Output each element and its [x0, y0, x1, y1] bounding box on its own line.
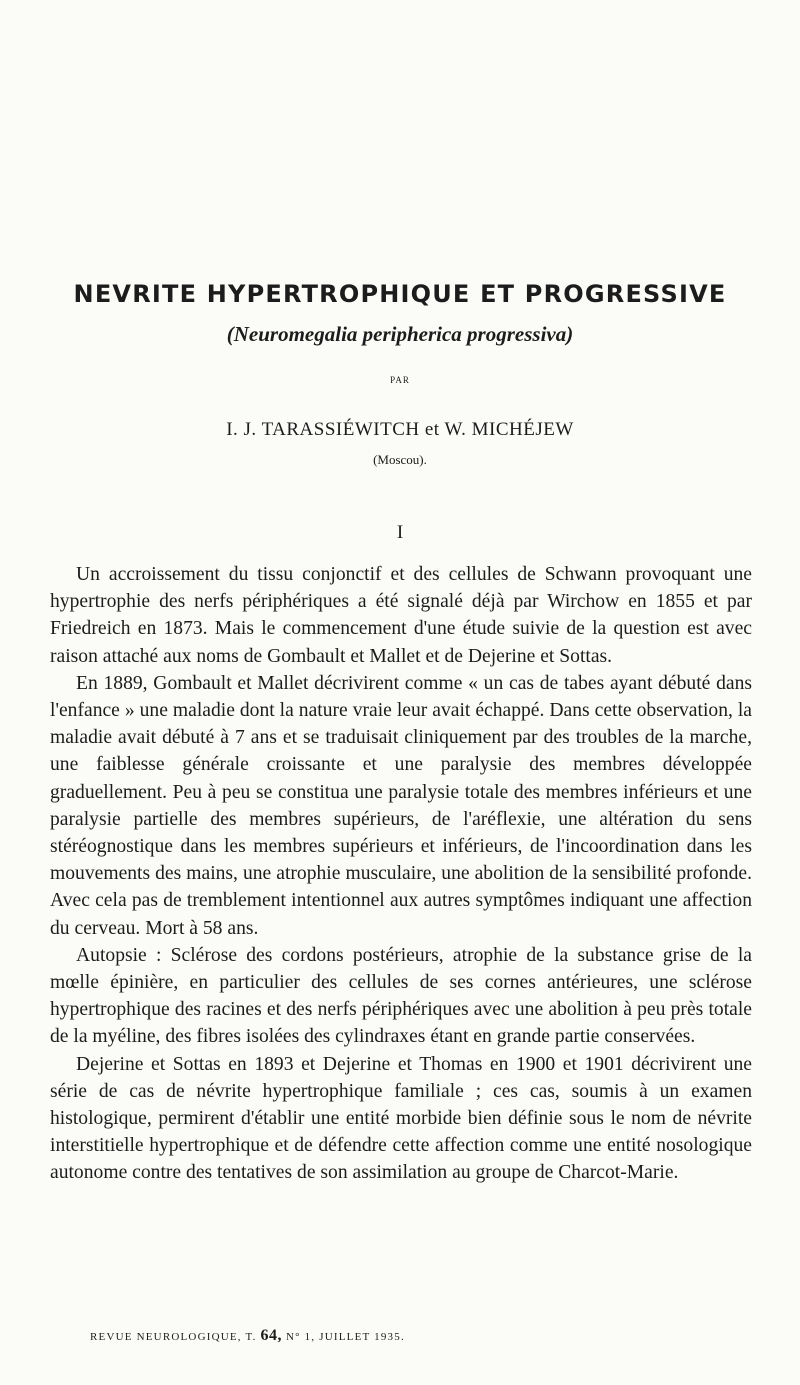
by-line-par: PAR	[390, 375, 410, 385]
paragraph: Autopsie : Sclérose des cordons postérieurs, atrophie de la substance grise de la mœlle épinière, en particulier des cellules de ses cornes antérieures, une sclérose hypertrophique des racines et des nerfs périphériques avec une abolition à peu près totale de la myéline, des fibres isolées des cylindraxes étant en grande partie conservées.	[50, 944, 752, 1048]
article-title: NEVRITE HYPERTROPHIQUE ET PROGRESSIVE	[73, 280, 727, 308]
footer-journal: REVUE NEUROLOGIQUE, T.	[90, 1331, 257, 1343]
footer-volume: 64,	[260, 1327, 282, 1344]
paragraph: Un accroissement du tissu conjonctif et des cellules de Schwann provoquant une hypertrophie des nerfs périphériques a été signalé déjà par Wirchow en 1855 et par Friedreich en 1873. Mais le commencement d'une étude suivie de la question est avec raison attaché aux noms de Gombault et Mallet et de Dejerine et Sottas.	[50, 564, 752, 667]
paragraph: En 1889, Gombault et Mallet décrivirent comme « un cas de tabes ayant débuté dans l'enfance » une maladie dont la nature vraie leur avait échappé. Dans cette observation, la maladie avait débuté à 7 ans et se traduisait cliniquement par des troubles de la marche, une faiblesse générale croissante et une paralysie des membres développée graduellement. Peu à peu se constitua une paralysie totale des membres inférieurs et une paralysie partielle des membres supérieurs, de l'aréflexie, une altération du sens stéréognostique dans les membres supérieurs et inférieurs, de l'incoordination dans les mouvements des mains, une atrophie musculaire, une abolition de la sensibilité profonde. Avec cela pas de tremblement intentionnel aux autres symptômes indiquant une affection du cerveau. Mort à 58 ans.	[50, 672, 752, 939]
paragraph: Dejerine et Sottas en 1893 et Dejerine et Thomas en 1900 et 1901 décrivirent une série de cas de névrite hypertrophique familiale ; ces cas, soumis à un examen histologique, permirent d'établir une entité morbide bien définie sous le nom de névrite interstitielle hypertrophique et de défendre cette affection comme une entité nosologique autonome contre des tentatives de son assimilation au groupe de Charcot-Marie.	[50, 1053, 752, 1184]
article-subtitle: (Neuromegalia peripherica progressiva)	[226, 322, 574, 346]
page-footer	[90, 1327, 730, 1345]
authors: I. J. TARASSIÉWITCH et W. MICHÉJEW	[226, 419, 574, 440]
section-number: I	[396, 522, 404, 543]
affiliation: (Moscou).	[373, 452, 427, 467]
article-body	[50, 561, 752, 1187]
footer-issue: N° 1, JUILLET 1935.	[285, 1331, 405, 1343]
